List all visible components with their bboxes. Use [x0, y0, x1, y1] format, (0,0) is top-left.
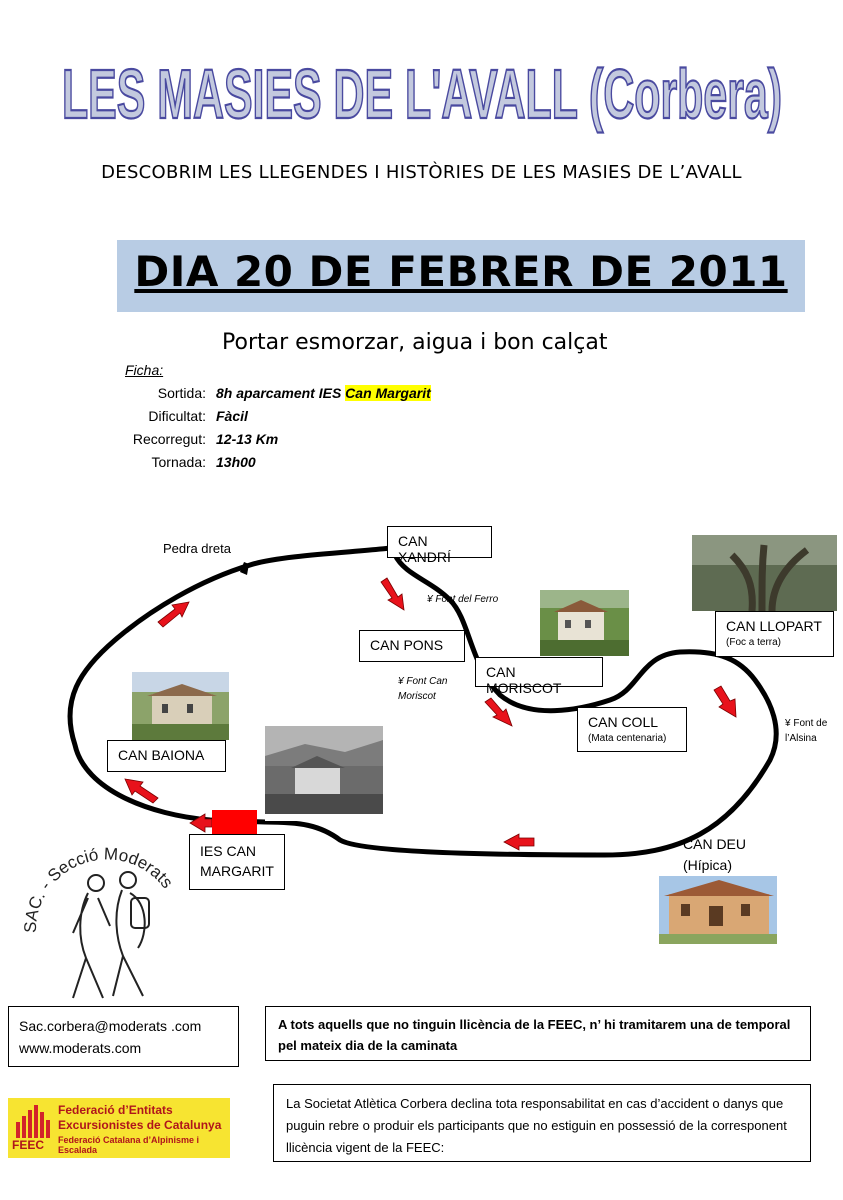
photo-can-deu: [659, 876, 777, 944]
contact-email[interactable]: Sac.corbera@moderats .com: [19, 1018, 202, 1034]
stop-can-pons: [359, 630, 465, 662]
feec-line1: Federació d’Entitats: [58, 1103, 173, 1117]
ficha-key: Tornada:: [151, 454, 206, 470]
event-date: DIA 20 DE FEBRER DE 2011: [134, 247, 788, 296]
disclaimer: La Societat Atlètica Corbera declina tota responsabilitat en cas d’accident o danys que puguin rebre o produir els participants que no estiguin en possessió de la corresponent llicència vigent de la FEEC:: [273, 1084, 811, 1162]
feec-abbr: FEEC: [12, 1138, 45, 1152]
stop-label: CAN PONS: [370, 637, 444, 653]
bring-note: Portar esmorzar, aigua i bon calçat: [222, 330, 608, 355]
font-can-moriscot-label: [398, 674, 447, 704]
direction-arrow: [381, 578, 404, 610]
pedra-dreta-label: Pedra dreta: [163, 541, 231, 556]
fountain-line1: ¥ Font Can: [398, 676, 448, 687]
ficha-key: Dificultat:: [148, 408, 206, 424]
fountain-line1: ¥ Font de: [785, 718, 828, 729]
contact-web[interactable]: www.moderats.com: [19, 1040, 142, 1056]
sortida-highlight: Can Margarit: [345, 385, 431, 401]
stop-can-coll: [577, 707, 687, 752]
ficha-value: 13h00: [216, 454, 256, 470]
licence-note: A tots aquells que no tinguin llicència de la FEEC, n’ hi tramitarem una de temporal pel mateix dia de la caminata: [265, 1006, 811, 1061]
sac-moderats-logo: [18, 838, 193, 1003]
stop-note: (Hípica): [683, 857, 733, 873]
contact-box: [8, 1006, 239, 1067]
feec-line2: Excursionistes de Catalunya: [58, 1118, 222, 1132]
stop-label: CAN XANDRÍ: [398, 533, 451, 565]
ficha-value: Fàcil: [216, 408, 248, 424]
stop-label: CAN BAIONA: [118, 747, 205, 763]
stop-ies-can-margarit: [189, 834, 285, 890]
stop-label: CAN COLL: [588, 714, 659, 730]
direction-arrow: [714, 686, 736, 717]
stop-label: CAN MORISCOT: [486, 664, 562, 696]
photo-can-moriscot: [540, 590, 629, 656]
ficha-value: 12-13 Km: [216, 431, 279, 447]
sac-logo-text: [21, 844, 177, 933]
stop-label: CAN LLOPART: [726, 618, 822, 634]
stop-label-line1: IES CAN: [200, 843, 257, 859]
stop-label-line2: MARGARIT: [200, 863, 274, 879]
stop-label: CAN DEU: [683, 836, 747, 852]
stop-note: (Mata centenaria): [588, 733, 667, 744]
sac-logo-arc-text: SAC. - Secció Moderats: [20, 844, 177, 934]
stop-can-llopart: [715, 611, 834, 657]
photo-historic-bw: [265, 726, 383, 821]
fountain-line2: l’Alsina: [785, 733, 817, 744]
fountain-line2: Moriscot: [398, 691, 436, 702]
feec-flame-icon: [14, 1102, 54, 1138]
ficha-label: Ficha:: [125, 362, 164, 378]
title-text: LES MASIES DE L'AVALL (Corbera): [61, 55, 782, 133]
sortida-value: 8h aparcament IES: [216, 385, 346, 401]
subtitle: DESCOBRIM LES LLEGENDES I HISTÒRIES DE LES MASIES DE L’AVALL: [101, 162, 742, 183]
photo-can-baiona: [132, 672, 229, 740]
photo-can-llopart-tree: [692, 535, 837, 611]
ficha-key: Recorregut:: [132, 431, 206, 447]
stop-can-moriscot: [475, 657, 603, 696]
stop-can-xandri: [387, 526, 492, 565]
feec-logo: [8, 1098, 230, 1158]
ficha-key: Sortida:: [157, 385, 206, 401]
stop-can-baiona: [107, 740, 226, 772]
stop-can-deu: [683, 834, 746, 876]
font-alsina-label: [785, 716, 827, 746]
feec-line3: Federació Catalana d’Alpinisme i Escalada: [58, 1135, 200, 1155]
direction-arrow: [504, 834, 534, 850]
stop-note: (Foc a terra): [726, 637, 782, 648]
font-del-ferro-label: ¥ Font del Ferro: [427, 594, 499, 605]
